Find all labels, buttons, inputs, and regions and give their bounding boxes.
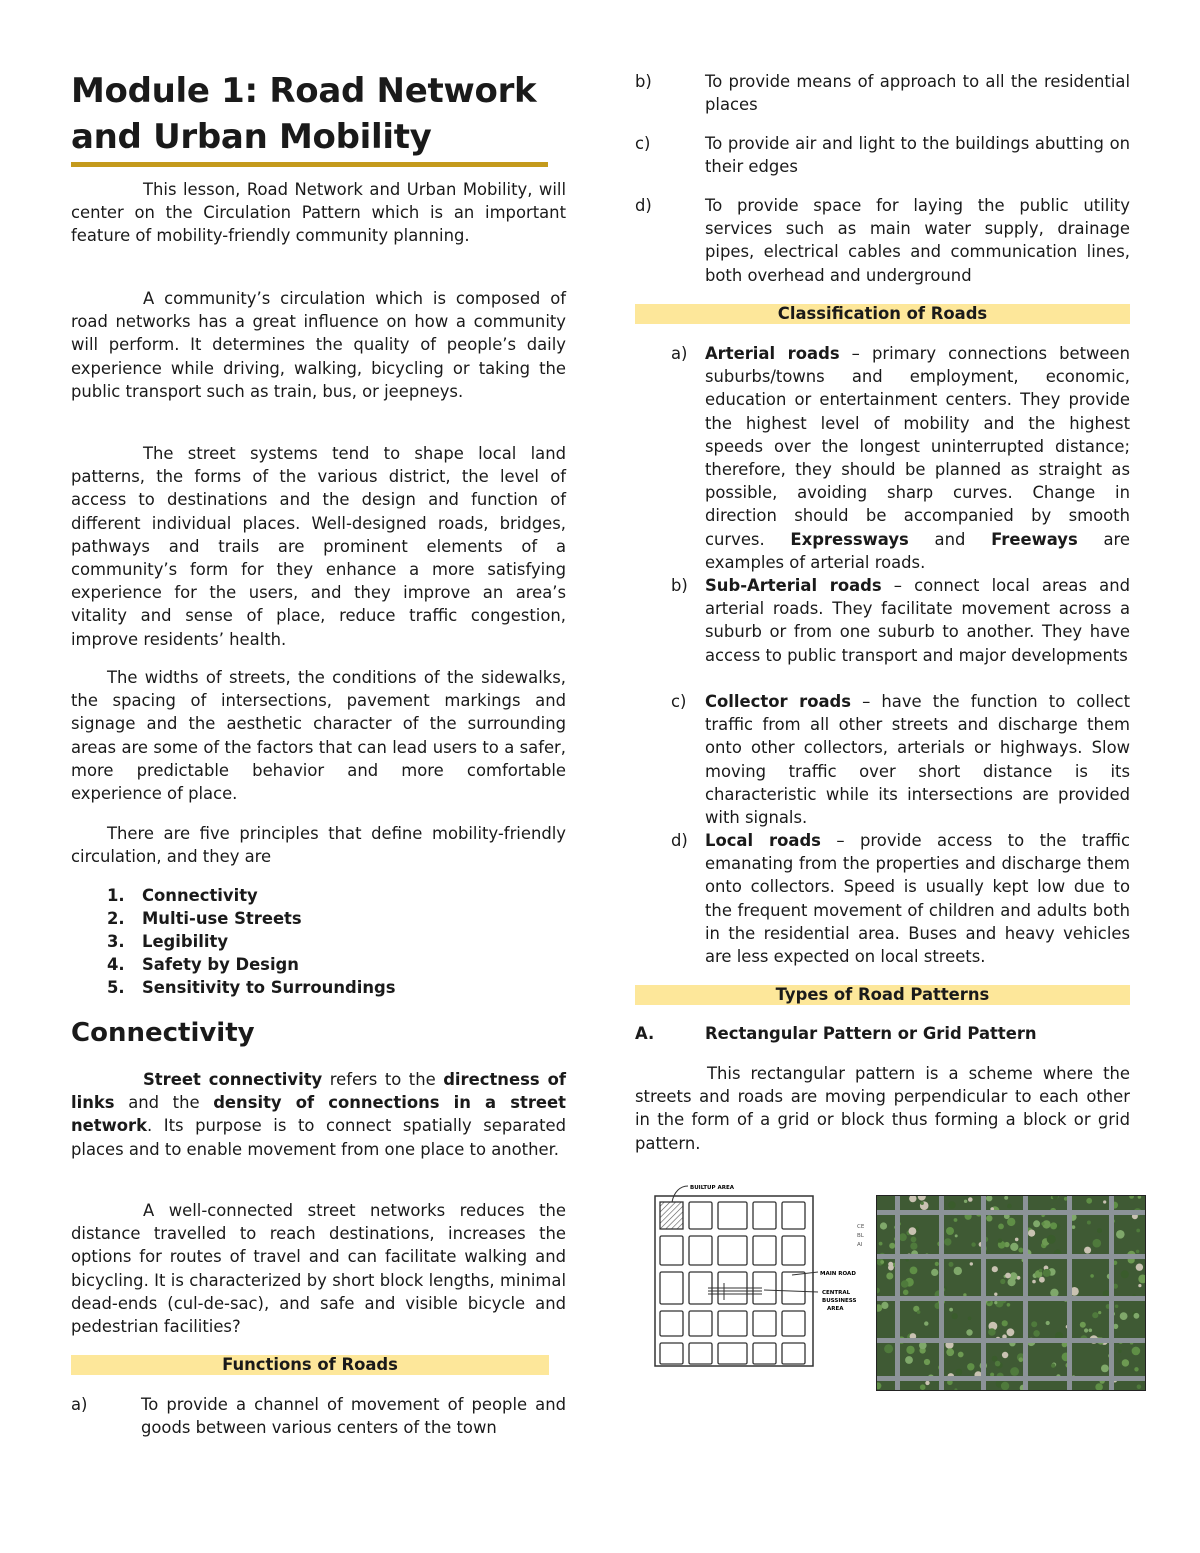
aerial-tree: [1002, 1352, 1008, 1358]
label-main-road: MAIN ROAD: [820, 1271, 856, 1277]
aerial-tree: [1010, 1367, 1019, 1376]
aerial-tree: [1089, 1329, 1093, 1333]
aerial-road: [877, 1376, 1145, 1381]
aerial-tree: [1041, 1222, 1044, 1225]
aerial-tree: [1015, 1238, 1019, 1242]
grid-block: [660, 1236, 683, 1265]
grid-block: [689, 1343, 712, 1364]
aerial-tree: [1136, 1264, 1143, 1271]
connectivity-text-2: A well-connected street networks reduces the distance travelled to reach destinations, increases the options for routes of travel and can facilitate walking and bicycling. It is characterized by short block lengths, minimal dead-ends (cul-de-sac), and safe and visible bicycle and pedestrian facilities?: [71, 1201, 566, 1337]
connectivity-heading: Connectivity: [71, 1018, 255, 1048]
aerial-tree: [971, 1242, 975, 1246]
aerial-road: [981, 1196, 986, 1390]
aerial-tree: [1092, 1312, 1098, 1318]
intro-text-1: This lesson, Road Network and Urban Mobility, will center on the Circulation Pattern which is an important feature of mobility-friendly community planning.: [71, 180, 566, 246]
aerial-tree: [1032, 1280, 1036, 1284]
aerial-tree: [992, 1356, 998, 1362]
principle-item: 1. Connectivity: [107, 886, 258, 905]
aerial-tree: [948, 1201, 956, 1209]
classification-heading-bar: Classification of Roads: [635, 304, 1130, 324]
aerial-tree: [1007, 1218, 1015, 1226]
aerial-tree: [1039, 1269, 1043, 1273]
aerial-tree: [925, 1381, 929, 1385]
aerial-tree: [952, 1313, 958, 1319]
aerial-tree: [931, 1269, 938, 1276]
aerial-tree: [911, 1237, 917, 1243]
aerial-tree: [924, 1359, 930, 1365]
aerial-tree: [888, 1262, 893, 1267]
grid-block: [689, 1202, 712, 1229]
aerial-tree: [921, 1202, 924, 1205]
label-cbd-2: BUSSINESS: [822, 1298, 857, 1304]
aerial-tree: [1028, 1230, 1035, 1237]
pattern-a-heading: A. Rectangular Pattern or Grid Pattern: [635, 1024, 1037, 1043]
grid-block: [660, 1311, 683, 1336]
intro-paragraph-3: [71, 442, 566, 651]
label-side-2: BL: [857, 1233, 864, 1239]
aerial-tree: [1138, 1284, 1141, 1287]
grid-block: [753, 1343, 776, 1364]
aerial-tree: [881, 1302, 888, 1309]
aerial-tree: [955, 1234, 958, 1237]
aerial-tree: [1122, 1359, 1129, 1366]
aerial-grid-photo: [876, 1195, 1146, 1391]
aerial-tree: [1005, 1273, 1011, 1279]
aerial-tree: [886, 1273, 893, 1280]
aerial-tree: [905, 1356, 913, 1364]
aerial-tree: [1084, 1247, 1091, 1254]
aerial-tree: [966, 1329, 972, 1335]
aerial-tree: [946, 1348, 954, 1356]
function-item-c: c) To provide air and light to the buildings abutting on their edges: [635, 134, 1130, 177]
grid-block: [753, 1311, 776, 1336]
connectivity-paragraph-1: Street connectivity refers to the directness of links and the density of connections in a street network. Its purpose is to connect spatially separated places and to enable movement from one place to another.: [71, 1070, 566, 1159]
principle-item: 3. Legibility: [107, 932, 229, 951]
aerial-tree: [1019, 1357, 1024, 1362]
label-builtup: BUILTUP AREA: [690, 1185, 734, 1191]
aerial-tree: [884, 1344, 893, 1353]
aerial-tree: [994, 1301, 997, 1304]
grid-diagram-svg: [652, 1180, 874, 1370]
aerial-tree: [1134, 1313, 1140, 1319]
aerial-tree: [1010, 1243, 1018, 1251]
aerial-tree: [910, 1267, 918, 1275]
aerial-tree: [1031, 1321, 1037, 1327]
aerial-tree: [994, 1293, 997, 1296]
aerial-tree: [1007, 1204, 1012, 1209]
aerial-tree: [1000, 1279, 1005, 1284]
aerial-tree: [1051, 1363, 1055, 1367]
aerial-tree: [880, 1260, 884, 1264]
aerial-tree: [1136, 1229, 1140, 1233]
aerial-tree: [1050, 1289, 1058, 1297]
aerial-tree: [1047, 1235, 1056, 1244]
aerial-tree: [946, 1227, 954, 1235]
aerial-tree: [1132, 1347, 1141, 1356]
aerial-tree: [920, 1384, 926, 1390]
aerial-tree: [964, 1200, 967, 1203]
aerial-tree: [1115, 1305, 1119, 1309]
grid-block: [660, 1343, 683, 1364]
aerial-tree: [1001, 1382, 1009, 1390]
aerial-tree: [1136, 1250, 1140, 1254]
grid-block: [753, 1236, 776, 1265]
grid-block: [718, 1202, 747, 1229]
aerial-tree: [1098, 1311, 1101, 1314]
aerial-tree: [1033, 1220, 1040, 1227]
aerial-tree: [1103, 1200, 1106, 1203]
aerial-tree: [935, 1262, 939, 1266]
aerial-tree: [901, 1280, 909, 1288]
grid-block: [753, 1202, 776, 1229]
aerial-tree: [1050, 1222, 1057, 1229]
label-side-1: CE: [857, 1224, 865, 1230]
aerial-tree: [1033, 1330, 1040, 1337]
aerial-tree: [1080, 1322, 1086, 1328]
grid-block: [782, 1236, 805, 1265]
aerial-road: [939, 1196, 944, 1390]
aerial-tree: [1007, 1303, 1011, 1307]
principle-item: 5. Sensitivity to Surroundings: [107, 978, 396, 997]
aerial-tree: [998, 1238, 1002, 1242]
intro-text-5: There are five principles that define mobility-friendly circulation, and they are: [71, 824, 566, 867]
aerial-road: [1023, 1196, 1028, 1390]
grid-block: [689, 1311, 712, 1336]
aerial-tree: [1097, 1228, 1102, 1233]
function-item-a: a) To provide a channel of movement of people and goods between various centers of the town: [71, 1395, 566, 1438]
grid-block: [689, 1236, 712, 1265]
aerial-tree: [909, 1227, 917, 1235]
intro-paragraph-4: [71, 666, 566, 805]
aerial-tree: [1090, 1274, 1094, 1278]
label-cbd-3: AREA: [827, 1306, 844, 1312]
aerial-tree: [1101, 1365, 1109, 1373]
grid-block: [718, 1343, 747, 1364]
functions-heading-bar: Functions of Roads: [71, 1355, 549, 1375]
aerial-tree: [1010, 1272, 1018, 1280]
grid-block: [782, 1343, 805, 1364]
aerial-tree: [1121, 1270, 1129, 1278]
aerial-tree: [880, 1222, 887, 1229]
intro-paragraph-1: [71, 178, 566, 248]
aerial-tree: [958, 1352, 964, 1358]
aerial-tree: [944, 1238, 951, 1245]
page-title: Module 1: Road Network and Urban Mobility: [71, 71, 537, 157]
aerial-tree: [968, 1317, 972, 1321]
aerial-tree: [1007, 1328, 1015, 1336]
principle-item: 4. Safety by Design: [107, 955, 299, 974]
aerial-tree: [879, 1242, 883, 1246]
aerial-road: [877, 1296, 1145, 1301]
aerial-photo-svg: [877, 1196, 1145, 1390]
aerial-tree: [903, 1290, 909, 1296]
grid-pattern-diagram: [652, 1180, 874, 1370]
grid-block: [718, 1311, 747, 1336]
principle-item: 2. Multi-use Streets: [107, 909, 302, 928]
intro-paragraph-5: [71, 822, 566, 868]
aerial-tree: [956, 1369, 963, 1376]
aerial-tree: [954, 1267, 962, 1275]
patterns-heading-bar: Types of Road Patterns: [635, 985, 1130, 1005]
aerial-tree: [1087, 1221, 1091, 1225]
aerial-tree: [949, 1262, 954, 1267]
aerial-tree: [1118, 1350, 1121, 1353]
aerial-tree: [988, 1328, 996, 1336]
aerial-tree: [917, 1310, 921, 1314]
pattern-a-paragraph: [635, 1062, 1130, 1155]
aerial-tree: [1134, 1367, 1138, 1371]
aerial-tree: [1093, 1239, 1102, 1248]
aerial-tree: [1084, 1328, 1088, 1332]
pattern-a-text: This rectangular pattern is a scheme where the streets and roads are moving perpendicular to each other in the form of a grid or block thus forming a block or grid pattern.: [635, 1064, 1130, 1153]
intro-paragraph-2: [71, 287, 566, 403]
aerial-tree: [970, 1262, 973, 1265]
function-item-b: b) To provide means of approach to all the residential places: [635, 72, 1130, 115]
aerial-tree: [998, 1224, 1004, 1230]
label-cbd-1: CENTRAL: [822, 1290, 851, 1296]
aerial-tree: [992, 1266, 998, 1272]
aerial-tree: [1137, 1385, 1142, 1390]
intro-text-2: A community’s circulation which is composed of road networks has a great influence on how a community will perform. It determines the quality of people’s daily experience while driving, walking, bicycling or taking the public transport such as train, bus, or jeepneys.: [71, 289, 566, 401]
aerial-tree: [1018, 1248, 1023, 1253]
classification-item-c: c) Collector roads – have the function to collect traffic from all other streets and discharge them onto other collectors, arterials or highways. Slow moving traffic over short distance is its characteristic while its intersections are provided with signals.: [671, 692, 1130, 828]
classification-item-d: d) Local roads – provide access to the traffic emanating from the properties and discharge them onto collectors. Speed is usually kept low due to the frequent movement of children and adults both in the residential area. Buses and heavy vehicles are less expected on local streets.: [671, 831, 1130, 967]
title-underline: [71, 162, 548, 167]
aerial-road: [1067, 1196, 1072, 1390]
aerial-road: [877, 1254, 1145, 1259]
aerial-tree: [986, 1215, 992, 1221]
connectivity-paragraph-2: [71, 1199, 566, 1338]
aerial-tree: [924, 1321, 928, 1325]
aerial-road: [1109, 1196, 1114, 1390]
aerial-road: [877, 1210, 1145, 1215]
aerial-tree: [899, 1233, 907, 1241]
aerial-road: [877, 1338, 1145, 1343]
aerial-tree: [954, 1218, 958, 1222]
intro-text-3: The street systems tend to shape local land patterns, the forms of the various district, the level of access to destinations and the design and function of different individual places. Well-designed roads, bridges, pathways and trails are prominent elements of a community’s form for they enhance a more satisfying experience for the users, and they improve an area’s vitality and sense of place, reduce traffic congestion, improve residents’ health.: [71, 444, 566, 649]
aerial-tree: [1120, 1312, 1128, 1320]
classification-item-b: b) Sub-Arterial roads – connect local areas and arterial roads. They facilitate movement across a suburb or from one suburb to another. They have access to public transport and major developments: [671, 576, 1130, 665]
aerial-tree: [1086, 1198, 1092, 1204]
aerial-tree: [1039, 1277, 1045, 1283]
grid-block: [782, 1202, 805, 1229]
aerial-tree: [910, 1243, 917, 1250]
grid-block: [782, 1272, 805, 1304]
aerial-tree: [1043, 1269, 1051, 1277]
intro-text-4: The widths of streets, the conditions of the sidewalks, the spacing of intersections, pavement markings and signage and the aesthetic character of the surrounding areas are some of the factors that can lead users to a safer, more predictable behavior and more comfortable experience of place.: [71, 668, 566, 804]
aerial-tree: [1116, 1230, 1125, 1239]
aerial-tree: [906, 1346, 914, 1354]
grid-block: [660, 1272, 683, 1304]
label-side-3: AI: [857, 1242, 863, 1248]
aerial-tree: [949, 1308, 953, 1312]
aerial-tree: [1046, 1321, 1050, 1325]
aerial-tree: [1072, 1225, 1076, 1229]
aerial-tree: [1002, 1320, 1008, 1326]
aerial-tree: [995, 1361, 1001, 1367]
aerial-tree: [967, 1363, 974, 1370]
grid-block: [718, 1236, 747, 1265]
aerial-road: [895, 1196, 900, 1390]
grid-block: [782, 1311, 805, 1336]
function-item-d: d) To provide space for laying the public utility services such as main water supply, drainage pipes, electrical cables and communication lines, both overhead and underground: [635, 196, 1130, 285]
principles-list: [71, 884, 566, 999]
aerial-tree: [889, 1243, 895, 1249]
classification-item-a: a) Arterial roads – primary connections between suburbs/towns and employment, economic, education or entertainment centers. They provide the highest level of mobility and the highest speeds over the longest uninterrupted distance; therefore, they should be planned as straight as possible, avoiding sharp curves. Change in direction should be accompanied by smooth curves. Expressways and Freeways are examples of arterial roads.: [671, 344, 1130, 572]
aerial-tree: [968, 1197, 973, 1202]
